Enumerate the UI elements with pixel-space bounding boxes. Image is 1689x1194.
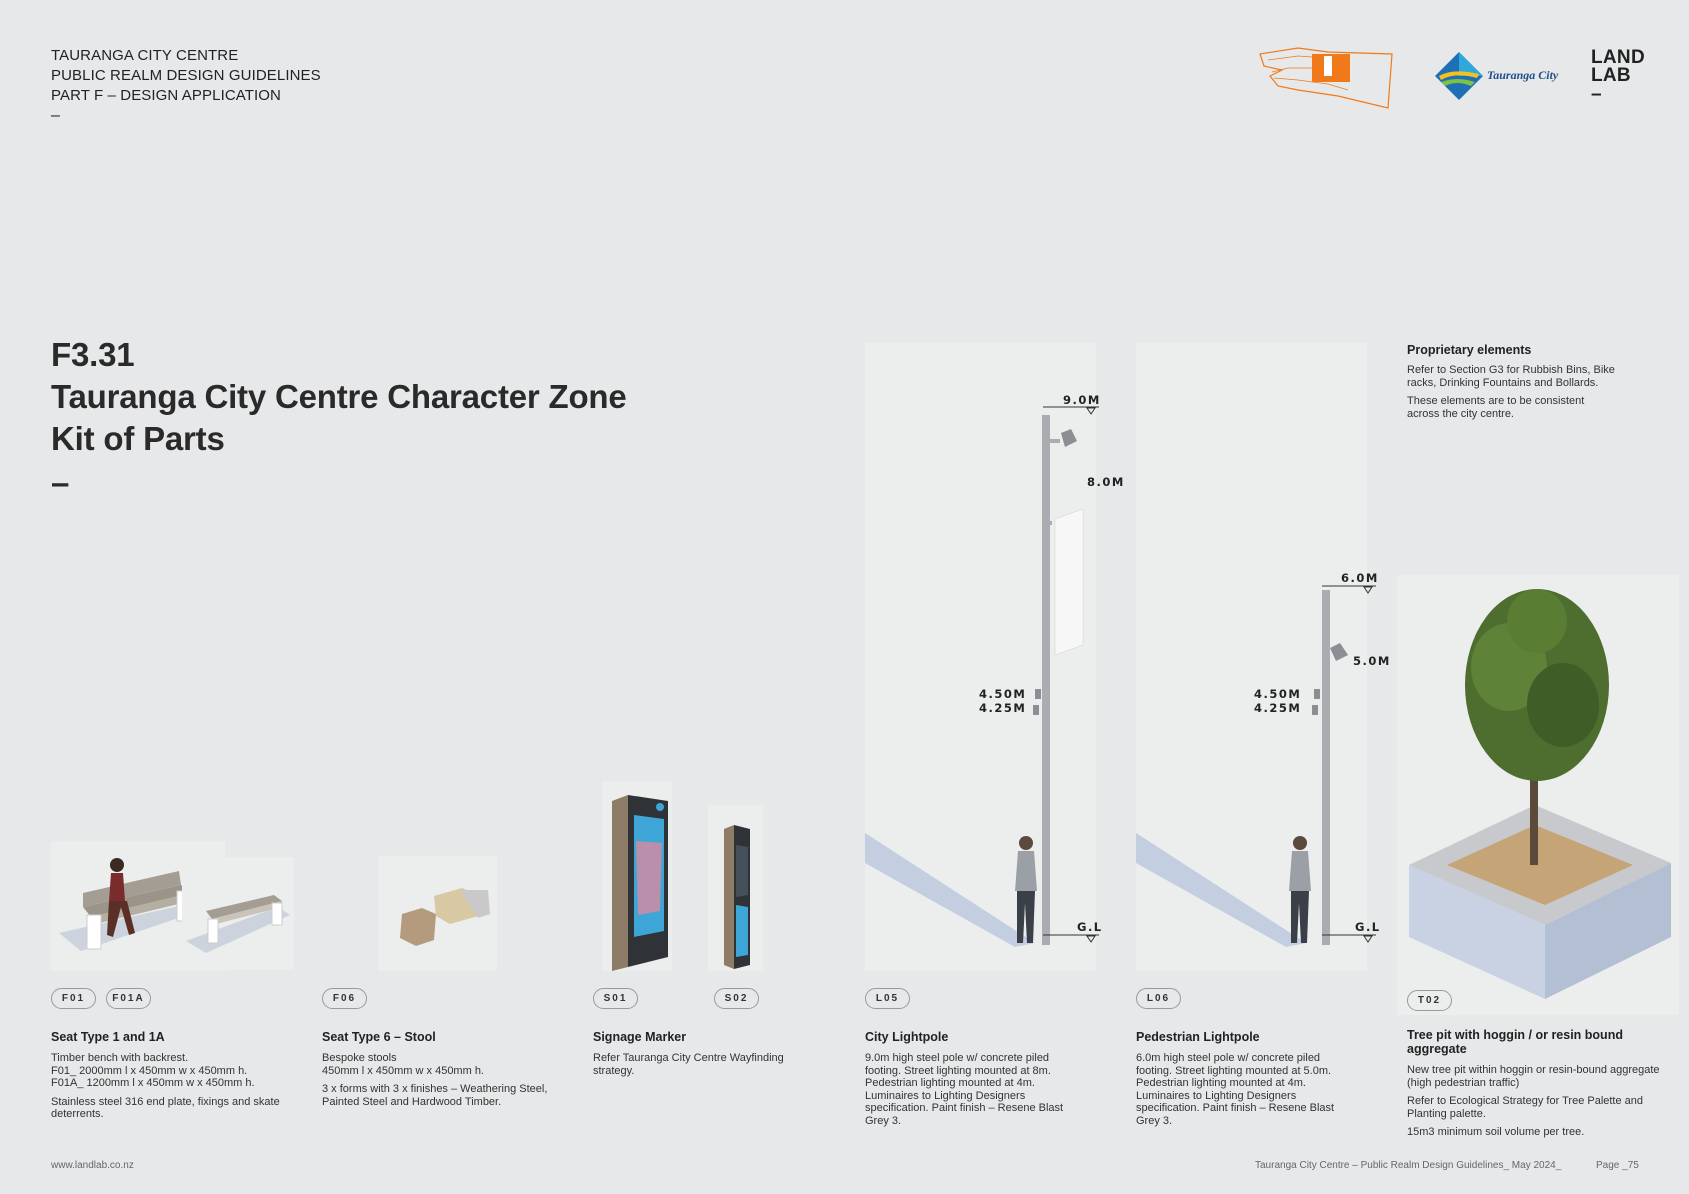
header-dash: – xyxy=(51,107,60,124)
tree-pit-image xyxy=(1397,575,1679,1015)
backless-bench-illustration xyxy=(182,857,294,970)
signage-s01-illustration xyxy=(602,781,672,971)
tauranga-city-logo xyxy=(1433,50,1559,107)
item-desc-2: 3 x forms with 3 x finishes – Weathering Steel, Painted Steel and Hardwood Timber. xyxy=(322,1083,548,1108)
dim-marker-ground xyxy=(1043,933,1099,945)
tree-pit-codes xyxy=(1407,990,1452,1011)
proprietary-para-1: Refer to Section G3 for Rubbish Bins, Bike racks, Drinking Fountains and Bollards. xyxy=(1407,364,1615,389)
code-pill-l06: L06 xyxy=(1136,988,1181,1009)
tree-pit-illustration xyxy=(1397,575,1679,1015)
city-lightpole-codes xyxy=(865,988,910,1009)
stool-codes xyxy=(322,988,367,1009)
seat-codes xyxy=(51,988,151,1009)
city-lightpole-illustration xyxy=(865,343,1096,971)
footer-document-title: Tauranga City Centre – Public Realm Design Guidelines_ May 2024_ xyxy=(1255,1160,1562,1171)
dim-label-ground: G.L xyxy=(1077,920,1103,934)
city-lightpole-image xyxy=(865,343,1096,971)
title-line-1: Tauranga City Centre Character Zone xyxy=(51,378,627,415)
dim-label-6m: 6.0M xyxy=(1341,571,1379,585)
item-desc-line: 450mm l x 450mm w x 450mm h. xyxy=(322,1064,484,1077)
proprietary-heading: Proprietary elements xyxy=(1407,343,1532,357)
dim-label-ground: G.L xyxy=(1355,920,1381,934)
dim-label-4-50m: 4.50M xyxy=(1254,687,1302,701)
header-line-2: PUBLIC REALM DESIGN GUIDELINES xyxy=(51,67,321,84)
item-desc-2: Stainless steel 316 end plate, fixings and skate deterrents. xyxy=(51,1095,280,1121)
proprietary-elements-note xyxy=(1407,343,1617,426)
dim-marker-ground xyxy=(1322,933,1376,945)
code-pill-f01: F01 xyxy=(51,988,96,1009)
pedestrian-lightpole-text xyxy=(1136,1030,1356,1134)
title-line-2: Kit of Parts xyxy=(51,420,225,457)
item-desc-3: 15m3 minimum soil volume per tree. xyxy=(1407,1126,1585,1139)
item-desc-2: Refer to Ecological Strategy for Tree Palette and Planting palette. xyxy=(1407,1095,1644,1120)
code-pill-t02: T02 xyxy=(1407,990,1452,1011)
stool-illustration xyxy=(378,856,497,971)
section-number: F3.31 xyxy=(51,336,135,373)
dim-marker-6m xyxy=(1322,584,1376,596)
dim-label-5m: 5.0M xyxy=(1353,654,1391,668)
landlab-line-1: LAND xyxy=(1591,47,1645,68)
item-desc-line: New tree pit within hoggin or resin-bound aggregate (high pedestrian traffic) xyxy=(1407,1064,1660,1089)
stool-image xyxy=(378,856,497,971)
signage-s01-image xyxy=(602,781,672,971)
code-pill-s01: S01 xyxy=(593,988,638,1009)
item-desc-line: Refer Tauranga City Centre Wayfinding strategy. xyxy=(593,1052,784,1077)
code-pill-s02: S02 xyxy=(714,988,759,1009)
signage-s02-image xyxy=(708,805,763,971)
signage-codes xyxy=(593,988,759,1009)
header-line-3: PART F – DESIGN APPLICATION xyxy=(51,87,281,104)
pedestrian-lightpole-codes xyxy=(1136,988,1181,1009)
section-title xyxy=(51,334,627,504)
item-title: Pedestrian Lightpole xyxy=(1136,1030,1260,1044)
dim-label-4-25m: 4.25M xyxy=(979,701,1027,715)
item-desc-line: Timber bench with backrest. xyxy=(51,1052,189,1064)
code-pill-f06: F06 xyxy=(322,988,367,1009)
item-title: Seat Type 6 – Stool xyxy=(322,1030,436,1044)
tauranga-logo-text: Tauranga City xyxy=(1487,68,1559,82)
item-desc-line: 9.0m high steel pole w/ concrete piled footing. Street lighting mounted at 8m. Pedestrian lighting mounted at 4m. Luminaires to Lighting Designers specification. Paint finish – Resene Blast Grey 3. xyxy=(865,1052,1064,1127)
landlab-line-2: LAB xyxy=(1591,65,1631,86)
dim-label-9m: 9.0M xyxy=(1063,393,1101,407)
item-title: Tree pit with hoggin / or resin bound aggregate xyxy=(1407,1028,1623,1056)
dim-label-4-50m: 4.50M xyxy=(979,687,1027,701)
item-desc-line: F01_ 2000mm l x 450mm w x 450mm h. xyxy=(51,1064,248,1077)
proprietary-para-2: These elements are to be consistent across the city centre. xyxy=(1407,395,1585,420)
signage-marker-text xyxy=(593,1030,808,1083)
title-dash: – xyxy=(51,464,70,501)
dim-label-4-25m: 4.25M xyxy=(1254,701,1302,715)
pedestrian-lightpole-illustration xyxy=(1136,343,1367,971)
document-header xyxy=(51,46,321,124)
item-title: City Lightpole xyxy=(865,1030,949,1044)
dim-marker-9m xyxy=(1043,405,1099,417)
item-desc-line: Bespoke stools xyxy=(322,1052,397,1064)
header-line-1: TAURANGA CITY CENTRE xyxy=(51,47,239,64)
seat-type-6-text xyxy=(322,1030,562,1114)
pedestrian-lightpole-image xyxy=(1136,343,1367,971)
tree-pit-text xyxy=(1407,1028,1672,1145)
seat-type-1-text xyxy=(51,1030,281,1127)
item-desc-line: 6.0m high steel pole w/ concrete piled footing. Street lighting mounted at 5.0m. Pedestrian lighting mounted at 4m. Luminaires to Lighting Designers specification. Paint finish – Resene Blast Grey 3. xyxy=(1136,1052,1335,1127)
dim-label-8m: 8.0M xyxy=(1087,475,1125,489)
code-pill-l05: L05 xyxy=(865,988,910,1009)
item-desc-line: F01A_ 1200mm l x 450mm w x 450mm h. xyxy=(51,1077,255,1090)
city-lightpole-text xyxy=(865,1030,1085,1134)
item-title: Signage Marker xyxy=(593,1030,687,1044)
seat-f01a-image xyxy=(182,857,294,970)
signage-s02-illustration xyxy=(708,805,763,971)
footer-page-number: Page _75 xyxy=(1596,1160,1639,1171)
code-pill-f01a: F01A xyxy=(106,988,151,1009)
key-plan-map xyxy=(1258,46,1394,112)
landlab-dash: – xyxy=(1591,84,1602,105)
tauranga-logo-icon xyxy=(1433,50,1485,102)
footer-website: www.landlab.co.nz xyxy=(51,1160,134,1171)
landlab-logo xyxy=(1591,49,1645,104)
item-title: Seat Type 1 and 1A xyxy=(51,1030,165,1044)
